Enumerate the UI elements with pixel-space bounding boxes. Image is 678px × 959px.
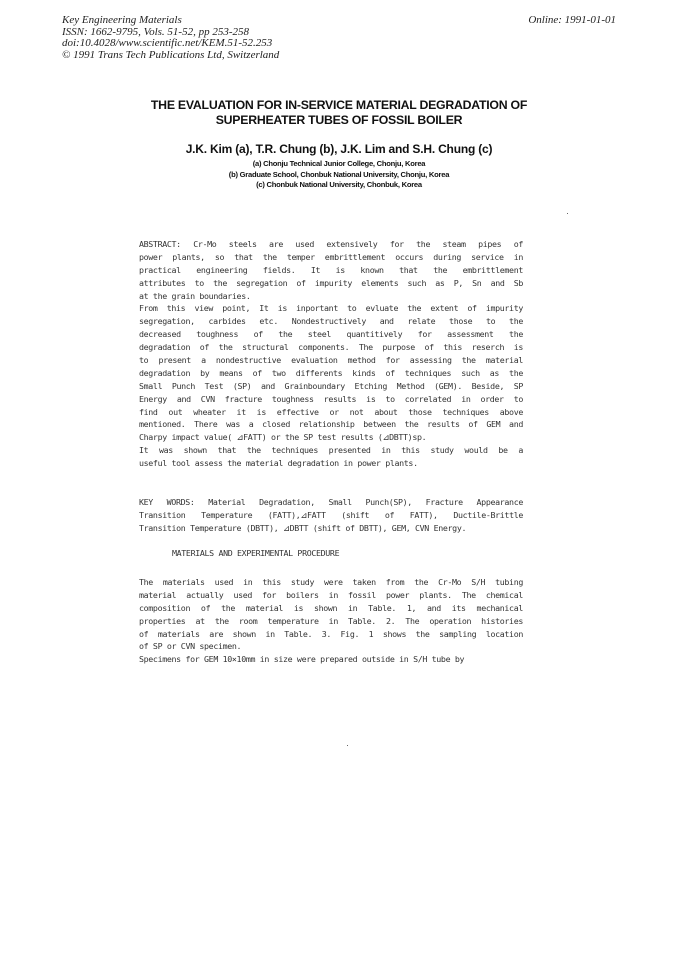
text-line: Specimens for GEM 10×10mm in size were prepared outside in S/H tube by (139, 654, 465, 665)
text-line: power plants, so that the temper embrittlement occurs during service in (139, 251, 523, 262)
doi-link[interactable]: doi:10.4028/www.scientific.net/KEM.51-52.253 (62, 37, 273, 50)
abstract (139, 238, 523, 470)
scan-speck (567, 213, 568, 214)
authors: J.K. Kim (a), T.R. Chung (b), J.K. Lim and S.H. Chung (c) (185, 142, 493, 156)
online-date: Online: 1991-01-01 (528, 14, 616, 26)
text-line: Energy and CVN fracture toughness results is to correlated in order to (139, 393, 523, 404)
text-line: Transition Temperature (FATT),⊿FATT (shift of FATT), Ductile-Brittle (139, 509, 523, 520)
text-line: composition of the material is shown in Table. 1, and its mechanical (139, 602, 523, 613)
text-line: KEY WORDS: Material Degradation, Small Punch(SP), Fracture Appearance (139, 497, 523, 507)
text-line: attributes to the segregation of impurity elements such as P, Sn and Sb (139, 277, 523, 288)
text-line: ABSTRACT: Cr-Mo steels are used extensively for the steam pipes of (139, 239, 523, 249)
text-line: material actually used for boilers in fossil power plants. The chemical (139, 589, 523, 600)
text-line: segregation, carbides etc. Nondestructively and relate those to the (139, 316, 523, 327)
text-line: find out wheater it is effective or not about those techniques above (139, 406, 523, 417)
text-line: decreased toughness of the steel quantitively for assessment the (139, 329, 523, 340)
text-line: From this view point, It is inportant to evluate the extent of impurity (139, 303, 523, 314)
text-line: of materials are shown in Table. 3. Fig. 1 shows the sampling location (139, 628, 523, 639)
text-line: degradation by means of two differents kinds of techniques such as the (139, 367, 523, 378)
text-line: mentioned. There was a closed relationship between the results of GEM and (139, 419, 523, 430)
affiliations (100, 159, 578, 191)
copyright-line: © 1991 Trans Tech Publications Ltd, Switzerland (62, 48, 280, 61)
text-line: The materials used in this study were taken from the Cr-Mo S/H tubing (139, 577, 523, 587)
text-line: practical engineering fields. It is known that the embrittlement (139, 264, 523, 275)
text-line: degradation of the structural components. The purpose of this reserch is (139, 342, 523, 353)
issn-line: ISSN: 1662-9795, Vols. 51-52, pp 253-258 (62, 25, 249, 38)
text-line: of SP or CVN specimen. (139, 641, 242, 652)
affiliation-a: (a) Chonju Technical Junior College, Chonju, Korea (252, 159, 426, 168)
paper-title (100, 98, 578, 128)
key-words (139, 496, 523, 535)
text-line: Small Punch Test (SP) and Grainboundary Etching Method (GEM). Beside, SP (139, 380, 523, 391)
affiliation-b: (b) Graduate School, Chonbuk National University, Chonju, Korea (228, 169, 450, 179)
section-heading: MATERIALS AND EXPERIMENTAL PROCEDURE (172, 548, 340, 558)
scan-speck (347, 745, 348, 746)
text-line: useful tool assess the material degradation in power plants. (139, 458, 418, 469)
text-line: to present a nondestructive evaluation method for assessing the material (139, 355, 523, 366)
journal-header (62, 15, 279, 61)
text-line: It was shown that the techniques presented in this study would be a (139, 445, 523, 456)
text-line: at the grain boundaries. (139, 290, 251, 301)
title-line-1: THE EVALUATION FOR IN-SERVICE MATERIAL DEGRADATION OF (150, 98, 528, 112)
text-line: properties at the room temperature in Table. 2. The operation histories (139, 615, 523, 626)
text-line: Charpy impact value( ⊿FATT) or the SP test results (⊿DBTT)sp. (139, 432, 427, 443)
materials-paragraph (139, 576, 523, 666)
text-line: Transition Temperature (DBTT), ⊿DBTT (shift of DBTT), GEM, CVN Energy. (139, 522, 467, 533)
affiliation-c: (c) Chonbuk National University, Chonbuk, Korea (256, 180, 422, 190)
journal-name: Key Engineering Materials (62, 14, 182, 26)
title-line-2: SUPERHEATER TUBES OF FOSSIL BOILER (215, 113, 463, 127)
